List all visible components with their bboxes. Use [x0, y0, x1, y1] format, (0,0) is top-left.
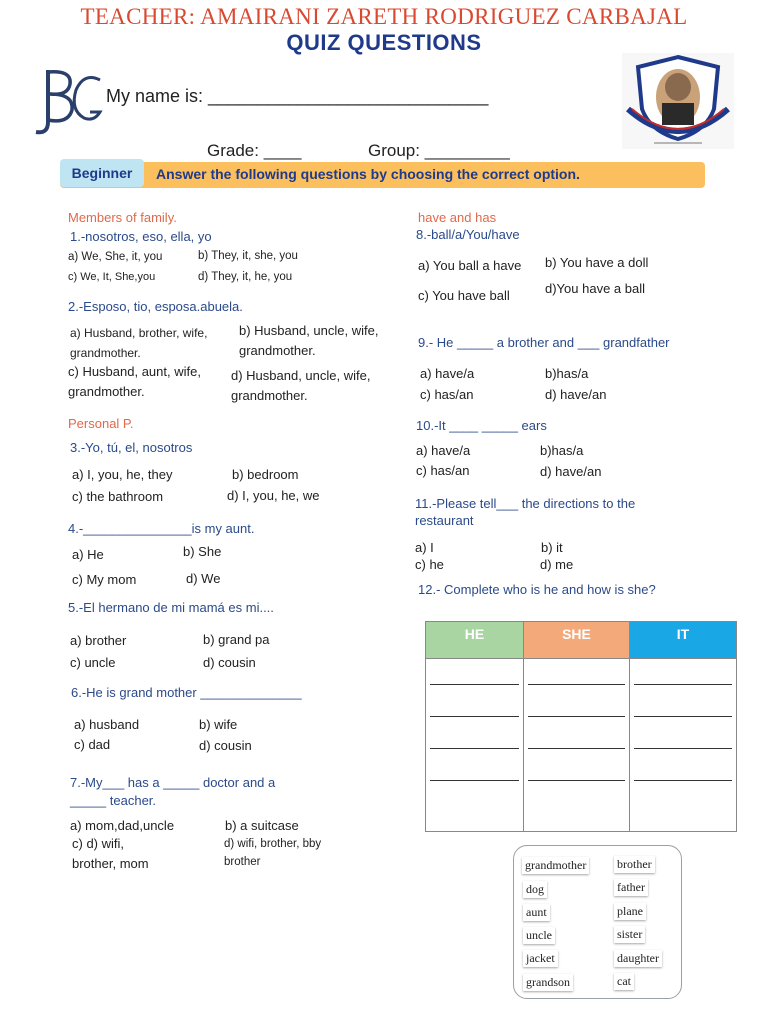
question-4: 4.-_______________is my aunt. [68, 521, 255, 536]
word-card[interactable]: sister [614, 926, 645, 943]
table-header-she: SHE [524, 622, 630, 659]
question-9: 9.- He _____ a brother and ___ grandfather [418, 335, 670, 350]
q4-option-d[interactable]: d) We [186, 571, 221, 586]
table-row [426, 787, 737, 832]
answer-blank[interactable] [426, 755, 524, 787]
quiz-title: QUIZ QUESTIONS [286, 30, 482, 55]
table-row [426, 691, 737, 723]
word-card[interactable]: grandmother [522, 857, 589, 874]
q2-option-b[interactable]: b) Husband, uncle, wife, grandmother. [239, 323, 379, 358]
table-header-it: IT [630, 622, 737, 659]
q2-option-a[interactable]: a) Husband, brother, wife, grandmother. [70, 326, 208, 360]
question-5: 5.-El hermano de mi mamá es mi.... [68, 600, 274, 615]
q4-option-b[interactable]: b) She [183, 544, 222, 559]
teacher-name: TEACHER: AMAIRANI ZARETH RODRIGUEZ CARBAJAL [80, 4, 688, 29]
answer-blank[interactable] [426, 691, 524, 723]
section-members-of-family: Members of family. [68, 210, 177, 225]
q8-option-a[interactable]: a) You ball a have [418, 258, 522, 273]
q10-option-d[interactable]: d) have/an [540, 464, 602, 479]
word-card[interactable]: dog [523, 881, 547, 898]
table-row [426, 723, 737, 755]
q11-option-a[interactable]: a) I [415, 540, 434, 555]
answer-blank[interactable] [630, 659, 737, 692]
he-she-it-table [425, 621, 737, 832]
q5-option-b[interactable]: b) grand pa [203, 632, 270, 647]
section-personal-pronouns: Personal P. [68, 416, 134, 431]
q8-option-d[interactable]: d)You have a ball [545, 281, 645, 296]
question-12: 12.- Complete who is he and how is she? [418, 582, 656, 597]
q8-option-b[interactable]: b) You have a doll [545, 255, 649, 270]
q2-option-d[interactable]: d) Husband, uncle, wife, grandmother. [231, 368, 371, 403]
q4-option-c[interactable]: c) My mom [72, 572, 137, 587]
question-10: 10.-It ____ _____ ears [416, 418, 547, 433]
answer-blank[interactable] [524, 691, 630, 723]
answer-blank[interactable] [426, 787, 524, 832]
q9-option-b[interactable]: b)has/a [545, 366, 589, 381]
word-card[interactable]: cat [614, 973, 634, 990]
q3-option-d[interactable]: d) I, you, he, we [227, 488, 320, 503]
q10-option-c[interactable]: c) has/an [416, 463, 470, 478]
answer-blank[interactable] [524, 787, 630, 832]
q5-option-c[interactable]: c) uncle [70, 655, 116, 670]
q6-option-c[interactable]: c) dad [74, 737, 111, 752]
q1-option-d[interactable]: d) They, it, he, you [198, 271, 293, 283]
q1-option-a[interactable]: a) We, She, it, you [68, 251, 163, 263]
word-card[interactable]: uncle [523, 927, 555, 944]
answer-blank[interactable] [630, 723, 737, 755]
q9-option-c[interactable]: c) has/an [420, 387, 474, 402]
question-3: 3.-Yo, tú, el, nosotros [70, 440, 193, 455]
monogram-logo [28, 64, 106, 138]
q7-option-d[interactable]: d) wifi, brother, bby brother [224, 838, 322, 868]
q11-option-d[interactable]: d) me [540, 557, 574, 572]
q9-option-a[interactable]: a) have/a [420, 366, 475, 381]
section-have-and-has: have and has [418, 210, 497, 225]
question-8: 8.-ball/a/You/have [416, 227, 520, 242]
q3-option-c[interactable]: c) the bathroom [72, 489, 164, 504]
school-seal [622, 53, 734, 149]
q7-option-c[interactable]: c) d) wifi, brother, mom [72, 836, 149, 871]
word-card[interactable]: jacket [523, 950, 558, 967]
question-11: 11.-Please tell___ the directions to the restaurant [415, 496, 636, 528]
q10-option-b[interactable]: b)has/a [540, 443, 584, 458]
q4-option-a[interactable]: a) He [72, 547, 104, 562]
table-row [426, 659, 737, 692]
level-tag: Beginner [60, 159, 144, 187]
answer-blank[interactable] [524, 723, 630, 755]
q1-option-b[interactable]: b) They, it, she, you [198, 250, 298, 262]
grade-field[interactable]: Grade: ____ [207, 141, 302, 160]
word-card[interactable]: brother [614, 856, 655, 873]
name-field[interactable]: My name is: ____________________________ [106, 86, 489, 106]
q9-option-d[interactable]: d) have/an [545, 387, 607, 402]
word-card[interactable]: aunt [523, 904, 550, 921]
question-7: 7.-My___ has a _____ doctor and a _____ teacher. [70, 775, 276, 808]
q6-option-b[interactable]: b) wife [199, 717, 238, 732]
question-1: 1.-nosotros, eso, ella, yo [70, 229, 212, 244]
q7-option-b[interactable]: b) a suitcase [225, 818, 299, 833]
word-card[interactable]: daughter [614, 950, 662, 967]
q3-option-b[interactable]: b) bedroom [232, 467, 299, 482]
q1-option-c[interactable]: c) We, It, She,you [68, 271, 156, 283]
word-card[interactable]: plane [614, 903, 646, 920]
q10-option-a[interactable]: a) have/a [416, 443, 471, 458]
q7-option-a[interactable]: a) mom,dad,uncle [70, 818, 175, 833]
table-row [426, 755, 737, 787]
q3-option-a[interactable]: a) I, you, he, they [72, 467, 173, 482]
q8-option-c[interactable]: c) You have ball [418, 288, 510, 303]
word-card[interactable]: grandson [523, 974, 573, 991]
answer-blank[interactable] [524, 659, 630, 692]
word-card[interactable]: father [614, 879, 648, 896]
q5-option-d[interactable]: d) cousin [203, 655, 256, 670]
group-field[interactable]: Group: _________ [368, 141, 510, 160]
q11-option-c[interactable]: c) he [415, 557, 444, 572]
answer-blank[interactable] [426, 659, 524, 692]
instruction-text: Answer the following questions by choosing the correct option. [156, 166, 580, 182]
q2-option-c[interactable]: c) Husband, aunt, wife, grandmother. [68, 364, 201, 399]
answer-blank[interactable] [524, 755, 630, 787]
q6-option-d[interactable]: d) cousin [199, 738, 252, 753]
answer-blank[interactable] [630, 755, 737, 787]
answer-blank[interactable] [426, 723, 524, 755]
question-6: 6.-He is grand mother ______________ [71, 685, 302, 700]
q11-option-b[interactable]: b) it [541, 540, 563, 555]
q5-option-a[interactable]: a) brother [70, 633, 127, 648]
answer-blank[interactable] [630, 691, 737, 723]
q6-option-a[interactable]: a) husband [74, 717, 140, 732]
table-header-he: HE [426, 622, 524, 659]
answer-blank[interactable] [630, 787, 737, 832]
question-2: 2.-Esposo, tio, esposa.abuela. [68, 299, 243, 314]
